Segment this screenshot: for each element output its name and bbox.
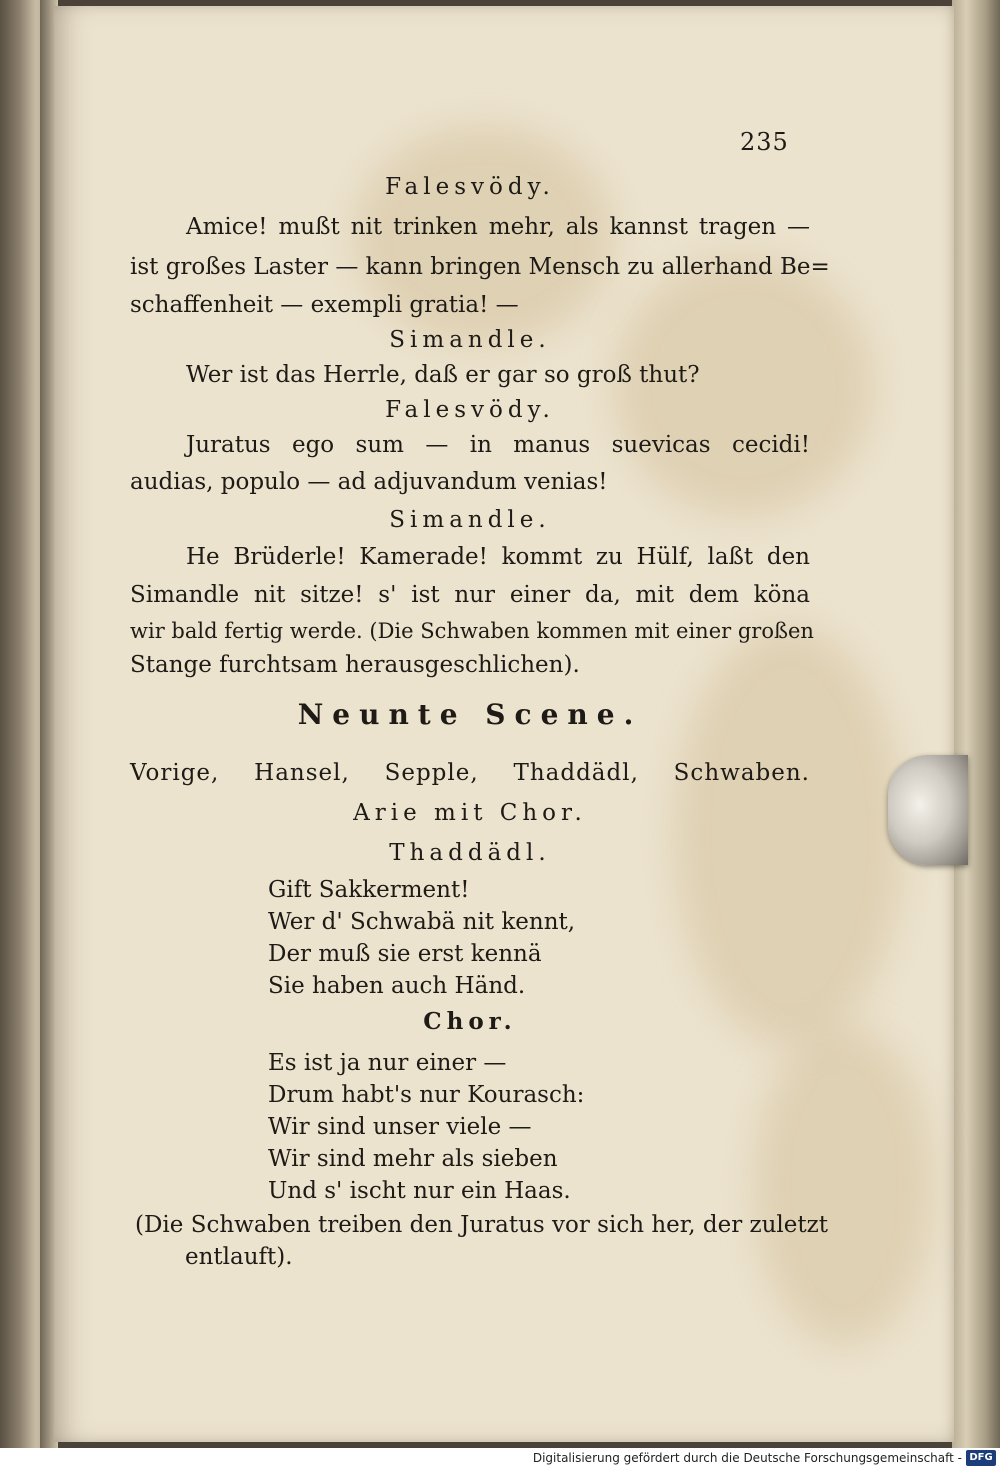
stage-direction: (Die Schwaben treiben den Juratus vor sich her, der zuletzt — [135, 1212, 828, 1238]
scene-heading: Neunte Scene. — [297, 698, 643, 731]
verse-line: Wir sind mehr als sieben — [268, 1146, 558, 1172]
text-line: Simandle nit sitze! s' ist nur einer da, mit dem köna — [130, 582, 810, 608]
text-line: audias, populo — ad adjuvandum venias! — [130, 469, 608, 495]
text-line: Wer ist das Herrle, daß er gar so groß thut? — [186, 362, 700, 388]
verse-line: Drum habt's nur Kourasch: — [268, 1082, 585, 1108]
text-line: Juratus ego sum — in manus suevicas cecidi! — [186, 432, 810, 458]
speaker-name: Falesvödy. — [385, 397, 555, 423]
speaker-name: Thaddädl. — [389, 840, 551, 866]
page-number: 235 — [740, 128, 789, 156]
text-line: He Brüderle! Kamerade! kommt zu Hülf, laßt den — [186, 544, 810, 570]
verse-line: Gift Sakkerment! — [268, 877, 470, 903]
verse-line: Es ist ja nur einer — — [268, 1050, 507, 1076]
cast-list: Vorige, Hansel, Sepple, Thaddädl, Schwaben. — [130, 760, 810, 786]
speaker-name: Chor. — [423, 1008, 517, 1035]
text-line: ist großes Laster — kann bringen Mensch zu allerhand Be= — [130, 254, 830, 280]
speaker-name: Simandle. — [389, 507, 551, 533]
text-line: schaffenheit — exempli gratia! — — [130, 292, 519, 318]
verse-line: Der muß sie erst kennä — [268, 941, 542, 967]
verse-line: Wir sind unser viele — — [268, 1114, 532, 1140]
text-line: Amice! mußt nit trinken mehr, als kannst tragen — — [186, 214, 810, 240]
verse-line: Und s' ischt nur ein Haas. — [268, 1178, 571, 1204]
text-line: wir bald fertig werde. (Die Schwaben kommen mit einer großen — [130, 619, 814, 643]
aria-heading: Arie mit Chor. — [353, 800, 587, 826]
verse-line: Sie haben auch Händ. — [268, 973, 526, 999]
speaker-name: Falesvödy. — [385, 174, 555, 200]
funding-credit: Digitalisierung gefördert durch die Deutsche Forschungsgemeinschaft - — [532, 1451, 962, 1465]
right-page-edges — [952, 0, 1000, 1448]
text-line: Stange furchtsam herausgeschlichen). — [130, 652, 580, 678]
page-clip — [888, 755, 968, 865]
speaker-name: Simandle. — [389, 327, 551, 353]
dfg-logo: DFG — [966, 1450, 996, 1466]
verse-line: Wer d' Schwabä nit kennt, — [268, 909, 576, 935]
stage-direction: entlauft). — [185, 1244, 293, 1270]
